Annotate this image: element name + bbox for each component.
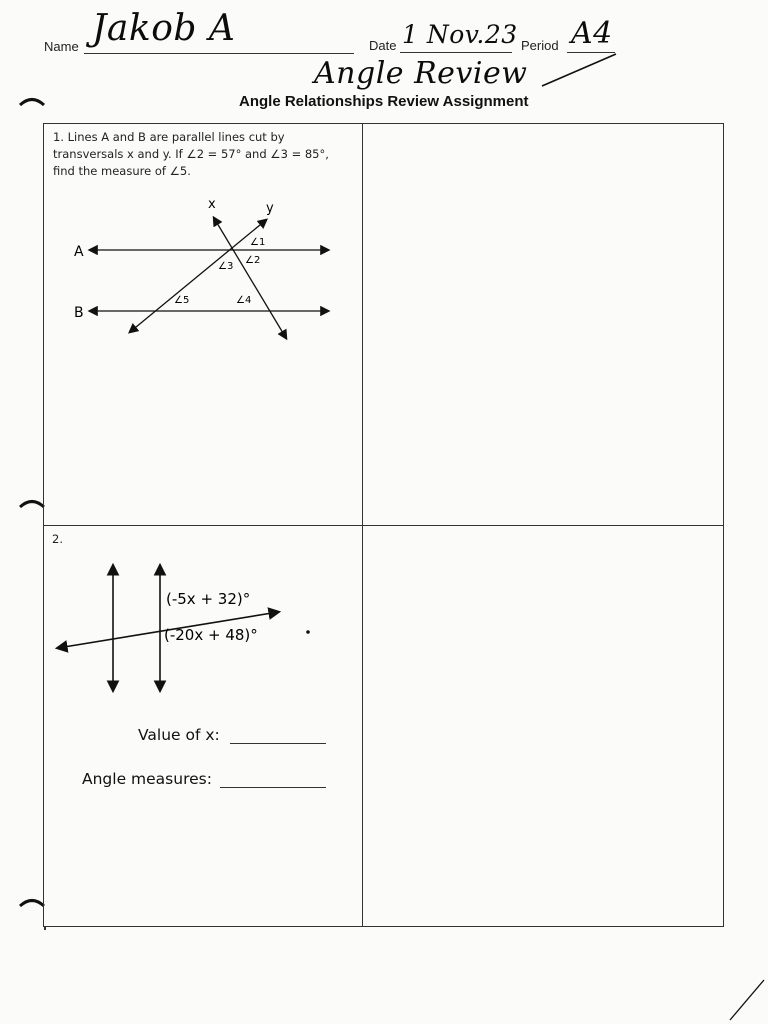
page-corner-stroke xyxy=(726,976,766,1022)
angle-4-label: ∠4 xyxy=(236,295,252,306)
transversal-y xyxy=(130,220,266,332)
value-of-x-label: Value of x: xyxy=(138,726,220,744)
name-value[interactable]: Jakob A xyxy=(92,8,236,49)
angle-measures-label: Angle measures: xyxy=(82,770,212,788)
question-1-text xyxy=(53,129,329,180)
page-title: Angle Relationships Review Assignment xyxy=(239,93,529,110)
angle-top-expression: (-5x + 32)° xyxy=(166,590,251,608)
label-y: y xyxy=(266,201,274,216)
grid-corner-tick xyxy=(44,926,48,930)
name-underline xyxy=(84,53,354,54)
handwritten-title: Angle Review xyxy=(314,56,528,91)
angle-1-label: ∠1 xyxy=(250,237,266,248)
name-label: Name xyxy=(44,39,79,54)
date-underline xyxy=(400,52,512,53)
date-label: Date xyxy=(369,38,397,53)
question-2-diagram xyxy=(50,560,350,695)
grid-divider-horizontal xyxy=(43,525,724,526)
handwritten-stroke xyxy=(540,50,620,90)
question-1-line: 1. Lines A and B are parallel lines cut by xyxy=(53,130,285,144)
punch-hole-mark xyxy=(19,897,45,907)
question-1-diagram xyxy=(60,190,350,350)
angle-measures-blank[interactable] xyxy=(220,787,326,788)
date-value[interactable]: 1 Nov.23 xyxy=(402,20,518,49)
punch-hole-mark xyxy=(19,96,45,106)
label-line-b: B xyxy=(74,305,84,321)
punch-hole-mark xyxy=(19,498,45,508)
value-of-x-blank[interactable] xyxy=(230,743,326,744)
period-label: Period xyxy=(521,38,559,53)
question-1-line: transversals x and y. If ∠2 = 57° and ∠3 = 85°, xyxy=(53,147,329,161)
label-x: x xyxy=(208,197,216,212)
transversal-x xyxy=(214,218,286,338)
angle-2-label: ∠2 xyxy=(245,255,261,266)
angle-3-label: ∠3 xyxy=(218,261,234,272)
period-value[interactable]: A4 xyxy=(571,16,613,51)
stray-dot xyxy=(306,630,310,634)
question-2-number: 2. xyxy=(52,532,63,546)
label-line-a: A xyxy=(74,244,84,260)
angle-bottom-expression: (-20x + 48)° xyxy=(164,626,258,644)
question-1-line: find the measure of ∠5. xyxy=(53,164,191,178)
angle-5-label: ∠5 xyxy=(174,295,190,306)
